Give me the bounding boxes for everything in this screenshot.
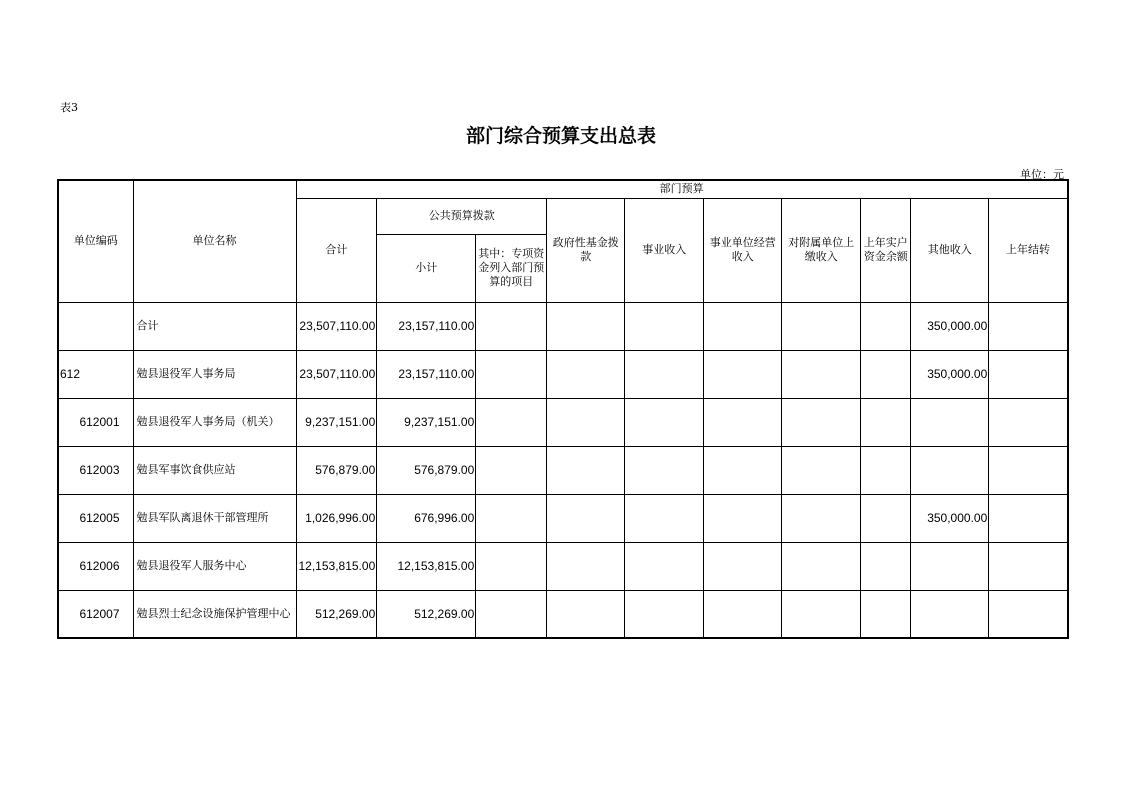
header-code: 单位编码 <box>58 180 133 302</box>
cell-gov-fund <box>547 590 625 638</box>
cell-name: 勉县退役军人事务局 <box>133 350 296 398</box>
cell-subtotal: 23,157,110.00 <box>377 302 476 350</box>
header-subordinate-income: 对附属单位上缴收入 <box>782 198 861 302</box>
cell-carryover <box>989 590 1068 638</box>
cell-subordinate <box>782 542 861 590</box>
cell-gov-fund <box>547 350 625 398</box>
table-row <box>58 398 1068 446</box>
table-label: 表3 <box>60 101 78 114</box>
cell-code: 612006 <box>58 542 133 590</box>
cell-total: 512,269.00 <box>296 590 377 638</box>
page-title: 部门综合预算支出总表 <box>465 125 656 147</box>
cell-code: 612003 <box>58 446 133 494</box>
cell-subordinate <box>782 494 861 542</box>
cell-special <box>476 350 547 398</box>
unit-note: 单位：元 <box>1020 168 1064 181</box>
cell-balance <box>861 398 911 446</box>
cell-business <box>625 542 704 590</box>
cell-business <box>625 350 704 398</box>
cell-gov-fund <box>547 494 625 542</box>
cell-other <box>911 398 989 446</box>
cell-subordinate <box>782 302 861 350</box>
header-public-alloc: 公共预算拨款 <box>377 198 547 234</box>
cell-other: 350,000.00 <box>911 350 989 398</box>
cell-subtotal: 12,153,815.00 <box>377 542 476 590</box>
cell-code: 612007 <box>58 590 133 638</box>
cell-operating <box>704 398 782 446</box>
cell-total: 576,879.00 <box>296 446 377 494</box>
cell-carryover <box>989 494 1068 542</box>
cell-name: 勉县军事饮食供应站 <box>133 446 296 494</box>
cell-gov-fund <box>547 302 625 350</box>
table-row <box>58 350 1068 398</box>
cell-special <box>476 494 547 542</box>
cell-subordinate <box>782 590 861 638</box>
cell-business <box>625 302 704 350</box>
table-row <box>58 494 1068 542</box>
cell-subtotal: 676,996.00 <box>377 494 476 542</box>
cell-carryover <box>989 398 1068 446</box>
cell-total: 1,026,996.00 <box>296 494 377 542</box>
header-total: 合计 <box>296 198 377 302</box>
cell-operating <box>704 494 782 542</box>
cell-total: 23,507,110.00 <box>296 302 377 350</box>
header-other-income: 其他收入 <box>911 198 989 302</box>
cell-other: 350,000.00 <box>911 494 989 542</box>
cell-total: 23,507,110.00 <box>296 350 377 398</box>
cell-other <box>911 590 989 638</box>
cell-carryover <box>989 542 1068 590</box>
header-business-income: 事业收入 <box>625 198 704 302</box>
cell-balance <box>861 494 911 542</box>
cell-balance <box>861 350 911 398</box>
cell-code: 612001 <box>58 398 133 446</box>
cell-code <box>58 302 133 350</box>
cell-subtotal: 23,157,110.00 <box>377 350 476 398</box>
cell-subordinate <box>782 446 861 494</box>
header-operating-income: 事业单位经营收入 <box>704 198 782 302</box>
cell-gov-fund <box>547 398 625 446</box>
cell-other <box>911 542 989 590</box>
cell-carryover <box>989 302 1068 350</box>
cell-balance <box>861 590 911 638</box>
header-prior-balance: 上年实户资金余额 <box>861 198 911 302</box>
cell-subordinate <box>782 398 861 446</box>
cell-operating <box>704 590 782 638</box>
cell-balance <box>861 446 911 494</box>
header-prior-carryover: 上年结转 <box>989 198 1068 302</box>
cell-name: 勉县退役军人服务中心 <box>133 542 296 590</box>
cell-carryover <box>989 446 1068 494</box>
cell-name: 勉县退役军人事务局（机关） <box>133 398 296 446</box>
cell-other <box>911 446 989 494</box>
cell-business <box>625 398 704 446</box>
cell-name: 合计 <box>133 302 296 350</box>
cell-business <box>625 590 704 638</box>
table-row <box>58 542 1068 590</box>
cell-special <box>476 302 547 350</box>
header-gov-fund: 政府性基金拨款 <box>547 198 625 302</box>
cell-special <box>476 542 547 590</box>
cell-balance <box>861 302 911 350</box>
header-dept-budget: 部门预算 <box>296 180 1068 198</box>
cell-operating <box>704 542 782 590</box>
cell-business <box>625 494 704 542</box>
cell-code: 612005 <box>58 494 133 542</box>
table-row <box>58 590 1068 638</box>
cell-carryover <box>989 350 1068 398</box>
cell-business <box>625 446 704 494</box>
header-special-fund: 其中：专项资金列入部门预算的项目 <box>476 234 547 302</box>
cell-subordinate <box>782 350 861 398</box>
cell-special <box>476 398 547 446</box>
table-row <box>58 302 1068 350</box>
cell-code: 612 <box>58 350 133 398</box>
cell-name: 勉县军队离退休干部管理所 <box>133 494 296 542</box>
cell-gov-fund <box>547 446 625 494</box>
cell-operating <box>704 446 782 494</box>
cell-subtotal: 576,879.00 <box>377 446 476 494</box>
table-row <box>58 446 1068 494</box>
cell-balance <box>861 542 911 590</box>
header-name: 单位名称 <box>133 180 296 302</box>
cell-total: 12,153,815.00 <box>296 542 377 590</box>
cell-special <box>476 590 547 638</box>
header-subtotal: 小计 <box>377 234 476 302</box>
cell-gov-fund <box>547 542 625 590</box>
cell-name: 勉县烈士纪念设施保护管理中心 <box>133 590 296 638</box>
cell-operating <box>704 350 782 398</box>
budget-table <box>57 179 1069 639</box>
cell-subtotal: 9,237,151.00 <box>377 398 476 446</box>
cell-other: 350,000.00 <box>911 302 989 350</box>
cell-total: 9,237,151.00 <box>296 398 377 446</box>
cell-operating <box>704 302 782 350</box>
cell-special <box>476 446 547 494</box>
cell-subtotal: 512,269.00 <box>377 590 476 638</box>
